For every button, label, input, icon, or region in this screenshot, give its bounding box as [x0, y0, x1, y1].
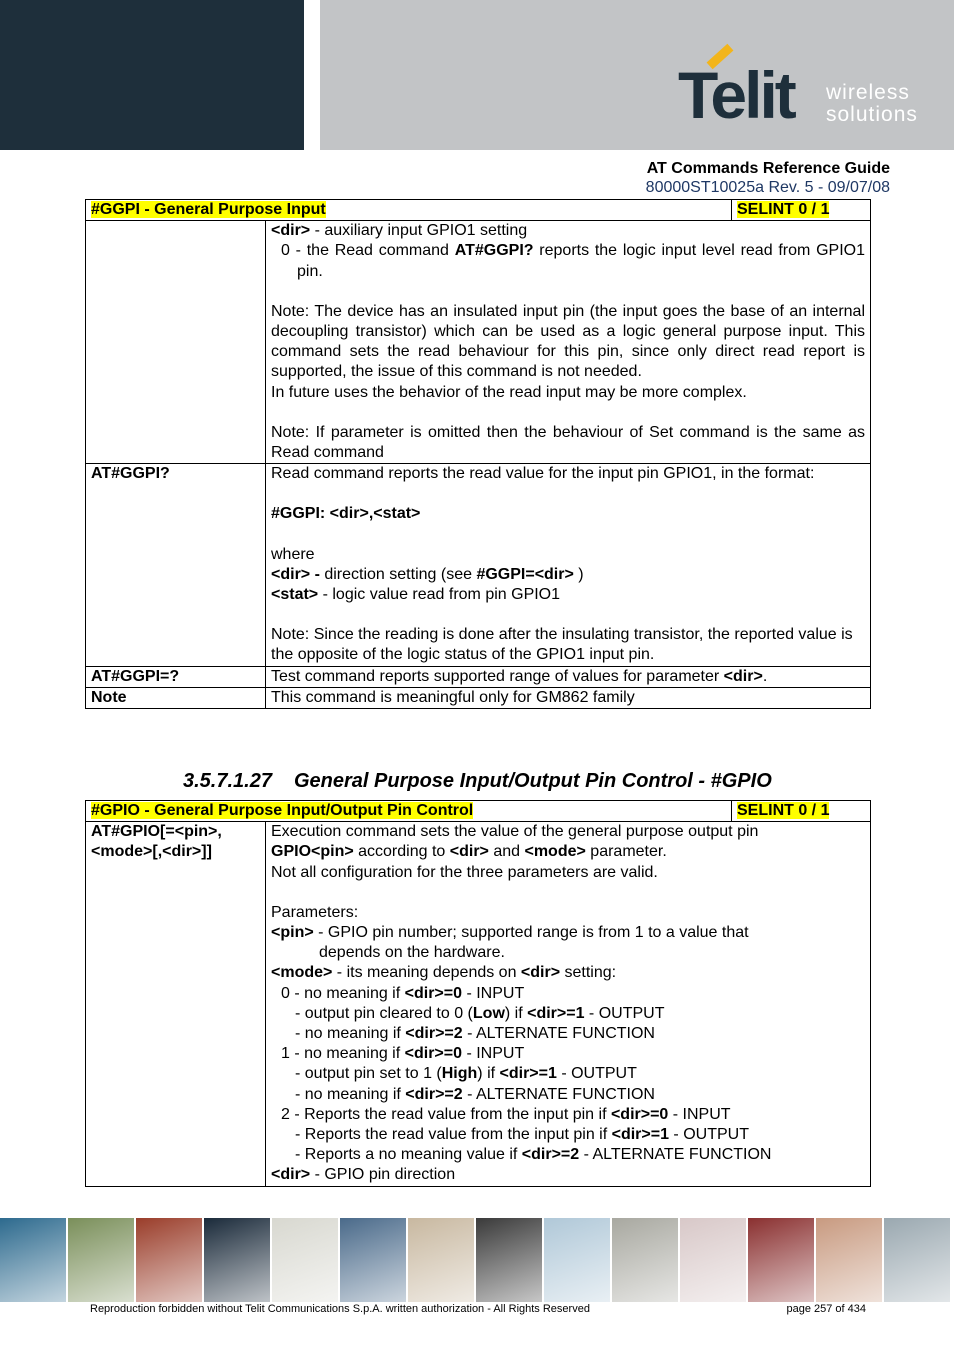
footer-photo: [884, 1218, 950, 1302]
footer-photo: [544, 1218, 610, 1302]
page-footer: [90, 1303, 866, 1315]
gpio-table: [85, 800, 871, 1187]
footer-photo: [68, 1218, 134, 1302]
table-row: AT#GGPI? Read command reports the read value for the input pin GPIO1, in the format: #GGPI: <dir>,<stat> where <dir> - direction setting (see #GGPI=<dir> ) <stat> - logic value read from pin GPIO1 Note: Since the reading is done after the insulating transistor, the reported value is the opposite of the logic status of the GPIO1 input pin.: [86, 464, 871, 666]
section-heading: [183, 770, 772, 793]
logo-text: Telit: [678, 58, 794, 132]
footer-photo-strip: [0, 1218, 954, 1302]
header-dark-panel: [0, 0, 304, 150]
table-header-row: [86, 801, 871, 822]
footer-photo: [340, 1218, 406, 1302]
footer-photo: [408, 1218, 474, 1302]
table-title: #GPIO - General Purpose Input/Output Pin Control: [91, 802, 474, 819]
footer-photo: [204, 1218, 270, 1302]
table-row: Note This command is meaningful only for GM862 family: [86, 687, 871, 708]
footer-photo: [136, 1218, 202, 1302]
telit-logo: [676, 52, 936, 136]
guide-revision: 80000ST10025a Rev. 5 - 09/07/08: [645, 179, 890, 196]
ggpi-table: [85, 199, 871, 709]
footer-photo: [680, 1218, 746, 1302]
table-header-row: [86, 200, 871, 221]
selint-badge: SELINT 0 / 1: [737, 802, 830, 819]
footer-photo: [476, 1218, 542, 1302]
document-title: [646, 159, 890, 197]
table-title: #GGPI - General Purpose Input: [91, 201, 326, 218]
table-row: <dir> - auxiliary input GPIO1 setting 0 - the Read command AT#GGPI? reports the logic input level read from GPIO1 pin. Note: The device has an insulated input pin (the input goes the base of an internal decoupling transistor) which can be used as a logic general purpose input. This command sets the read behaviour for this pin, since only direct read report is supported, the issue of this command is not needed. In future uses the behavior of the read input may be more complex. Note: If parameter is omitted then the behaviour of Set command is the same as Read command: [86, 221, 871, 464]
logo-subtitle: wireless solutions: [826, 81, 918, 126]
footer-rights: Reproduction forbidden without Telit Communications S.p.A. written authorization - All Rights Reserved: [90, 1303, 590, 1315]
footer-page-number: page 257 of 434: [786, 1303, 866, 1315]
footer-photo: [272, 1218, 338, 1302]
section-title: General Purpose Input/Output Pin Control - #GPIO: [293, 770, 772, 792]
table-row: AT#GGPI=? Test command reports supported range of values for parameter <dir>.: [86, 666, 871, 687]
footer-photo: [748, 1218, 814, 1302]
footer-photo: [816, 1218, 882, 1302]
selint-badge: SELINT 0 / 1: [737, 201, 830, 218]
guide-title: AT Commands Reference Guide: [646, 160, 890, 177]
table-row: AT#GPIO[=<pin>, <mode>[,<dir>]] Execution command sets the value of the general purpose output pin GPIO<pin> according to <dir> and <mode> parameter. Not all configuration for the three parameters are valid. Parameters: <pin> - GPIO pin number; supported range is from 1 to a value that depends on the hardware. <mode> - its meaning depends on <dir> setting: 0 - no meaning if <dir>=0 - INPUT - output pin cleared to 0 (Low) if <dir>=1 - OUTPUT - no meaning if <dir>=2 - ALTERNATE FUNCTION 1 - no meaning if <dir>=0 - INPUT - output pin set to 1 (High) if <dir>=1 - OUTPUT - no meaning if <dir>=2 - ALTERNATE FUNCTION 2 - Reports the read value from the input pin if <dir>=0 - INPUT - Reports the read value from the input pin if <dir>=1 - OUTPUT - Reports a no meaning value if <dir>=2 - ALTERNATE FUNCTION <dir> - GPIO pin direction: [86, 822, 871, 1186]
footer-photo: [612, 1218, 678, 1302]
section-number: 3.5.7.1.27: [183, 770, 272, 792]
footer-photo: [0, 1218, 66, 1302]
